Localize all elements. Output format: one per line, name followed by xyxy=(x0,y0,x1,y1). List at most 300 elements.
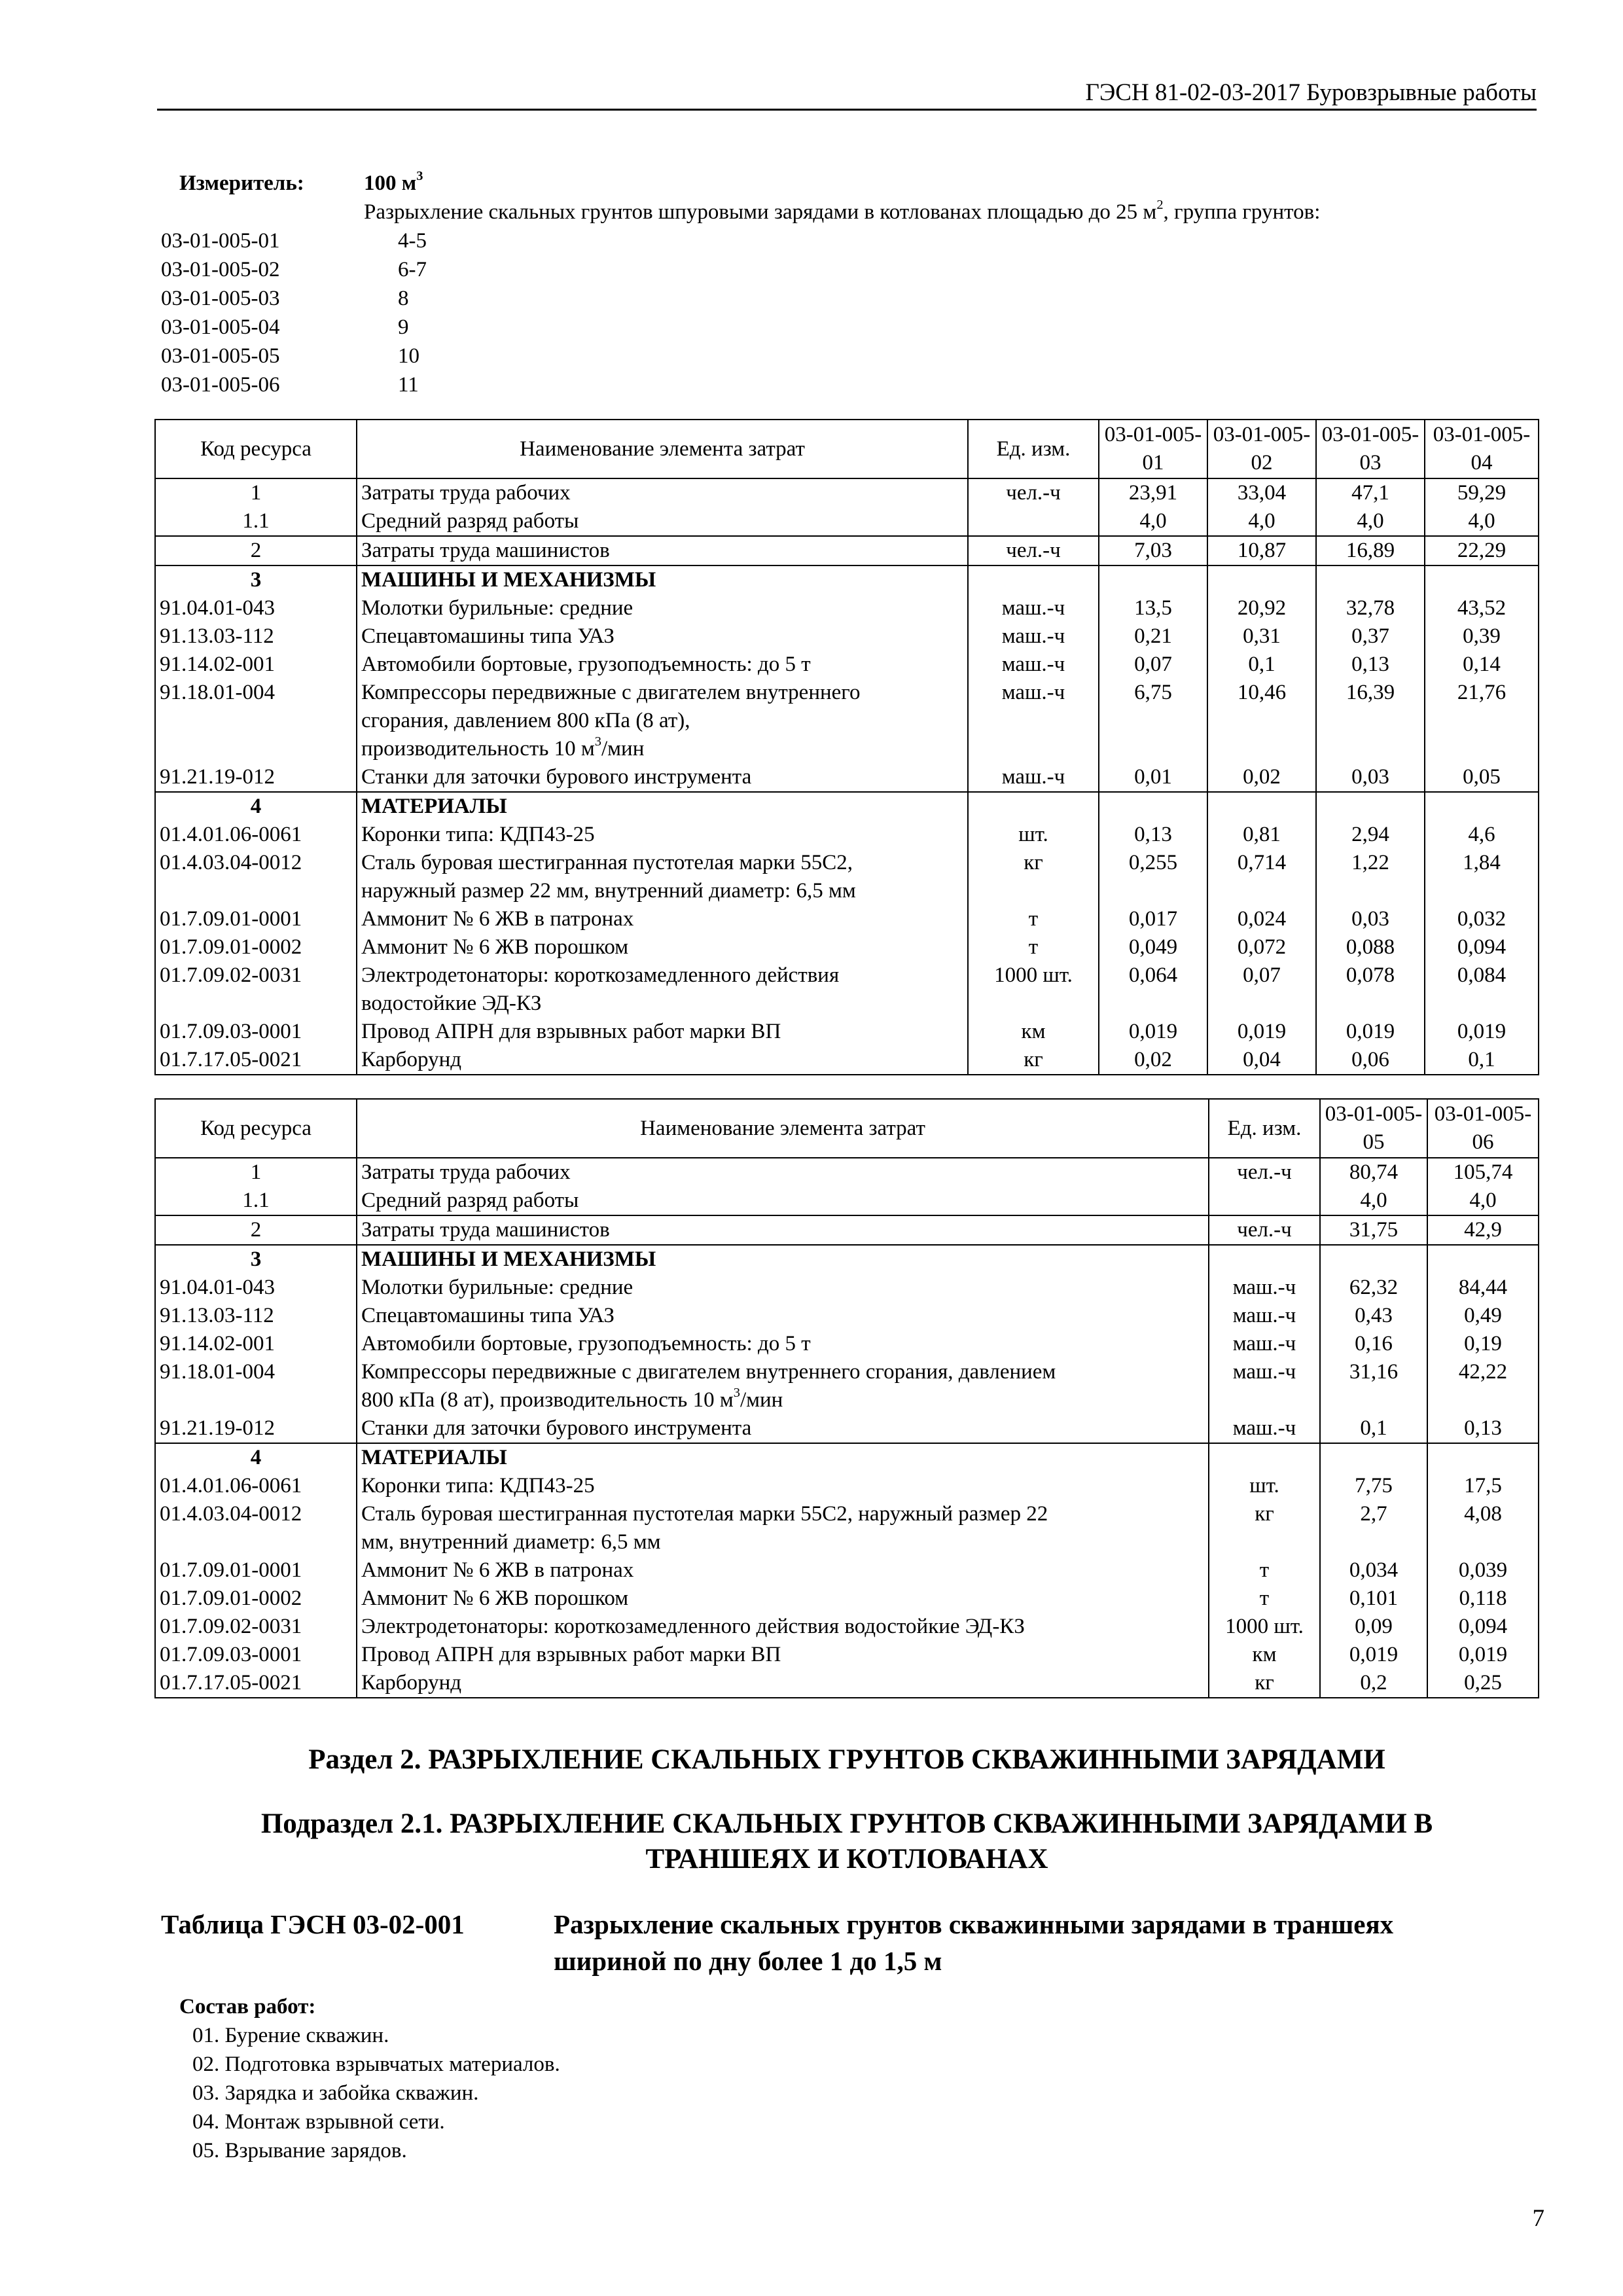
table-row xyxy=(155,565,1539,594)
norm-value: 0,03 xyxy=(1316,763,1425,792)
resource-code xyxy=(155,877,357,905)
norm-value xyxy=(1099,735,1207,763)
resource-unit: т xyxy=(1209,1556,1320,1585)
column-header: 03-01-005-03 xyxy=(1316,420,1425,478)
table-row xyxy=(155,1358,1539,1386)
resource-code: 01.4.01.06-0061 xyxy=(155,821,357,849)
measure-item-code: 03-01-005-06 xyxy=(161,373,280,397)
table-row xyxy=(155,478,1539,507)
resource-name: Спецавтомашины типа УАЗ xyxy=(357,1302,1209,1330)
resource-code: 1.1 xyxy=(155,507,357,536)
resource-code: 91.18.01-004 xyxy=(155,1358,357,1386)
norm-value xyxy=(1316,565,1425,594)
resource-name: Станки для заточки бурового инструмента xyxy=(357,763,968,792)
table-row xyxy=(155,707,1539,735)
norm-value: 0,101 xyxy=(1320,1585,1427,1613)
norm-value: 42,9 xyxy=(1427,1215,1539,1245)
resource-code xyxy=(155,707,357,735)
norm-value: 0,1 xyxy=(1320,1414,1427,1443)
norm-value: 0,032 xyxy=(1425,905,1539,933)
norm-value: 0,039 xyxy=(1427,1556,1539,1585)
norm-value: 42,22 xyxy=(1427,1358,1539,1386)
resource-code: 01.7.09.01-0002 xyxy=(155,933,357,961)
resource-name: Затраты труда рабочих xyxy=(357,1158,1209,1187)
resource-code xyxy=(155,735,357,763)
norm-value xyxy=(1320,1245,1427,1274)
measure-description: Разрыхление скальных грунтов шпуровыми зарядами в котлованах площадью до 25 $м^2$, группа грунтов: xyxy=(364,197,1321,224)
norm-value xyxy=(1207,565,1316,594)
table-row xyxy=(155,679,1539,707)
resource-unit xyxy=(1209,1187,1320,1215)
table-row xyxy=(155,1414,1539,1443)
work-item: 02. Подготовка взрывчатых материалов. xyxy=(192,2053,560,2076)
section-title: Раздел 2. РАЗРЫХЛЕНИЕ СКАЛЬНЫХ ГРУНТОВ СКВАЖИННЫМИ ЗАРЯДАМИ xyxy=(308,1744,1385,1775)
norm-value: 80,74 xyxy=(1320,1158,1427,1187)
resource-name: производительность 10 $м^3$/мин xyxy=(357,735,968,763)
norm-value: 10,46 xyxy=(1207,679,1316,707)
norm-value: 84,44 xyxy=(1427,1274,1539,1302)
resource-unit xyxy=(968,565,1099,594)
measure-item-group: 8 xyxy=(398,287,409,310)
norm-value: 0,07 xyxy=(1099,651,1207,679)
norm-value: 0,019 xyxy=(1099,1018,1207,1046)
table-title-line-2: шириной по дну более 1 до 1,5 м xyxy=(554,1946,942,1976)
resource-code: 91.14.02-001 xyxy=(155,1330,357,1358)
table-row xyxy=(155,1302,1539,1330)
norm-value: 0,1 xyxy=(1425,1046,1539,1075)
table-header-row xyxy=(155,420,1539,478)
resource-code: 01.7.17.05-0021 xyxy=(155,1669,357,1698)
resource-code: 1 xyxy=(155,478,357,507)
resource-code: 01.7.09.01-0001 xyxy=(155,905,357,933)
resource-unit: 1000 шт. xyxy=(968,961,1099,990)
measure-item-code: 03-01-005-01 xyxy=(161,229,280,253)
norm-value: 0,034 xyxy=(1320,1556,1427,1585)
resource-unit: маш.-ч xyxy=(1209,1330,1320,1358)
norm-value: 0,255 xyxy=(1099,849,1207,877)
norm-value: 0,13 xyxy=(1099,821,1207,849)
resource-name: МАТЕРИАЛЫ xyxy=(357,1443,1209,1472)
resource-unit: маш.-ч xyxy=(968,594,1099,622)
table-row xyxy=(155,1528,1539,1556)
column-header: 03-01-005-02 xyxy=(1207,420,1316,478)
resource-name: водостойкие ЭД-КЗ xyxy=(357,990,968,1018)
norm-value xyxy=(1207,792,1316,821)
norm-value: 0,019 xyxy=(1316,1018,1425,1046)
norm-value: 33,04 xyxy=(1207,478,1316,507)
resource-code: 01.7.09.02-0031 xyxy=(155,961,357,990)
table-row xyxy=(155,536,1539,565)
norm-value xyxy=(1099,707,1207,735)
norm-value: 0,13 xyxy=(1427,1414,1539,1443)
table-row xyxy=(155,821,1539,849)
norm-value: 32,78 xyxy=(1316,594,1425,622)
norm-value xyxy=(1427,1386,1539,1414)
resource-name: Аммонит № 6 ЖВ порошком xyxy=(357,933,968,961)
norm-value: 0,05 xyxy=(1425,763,1539,792)
resource-unit: чел.-ч xyxy=(1209,1158,1320,1187)
norm-value: 0,019 xyxy=(1425,1018,1539,1046)
subsection-title-line-1: Подраздел 2.1. РАЗРЫХЛЕНИЕ СКАЛЬНЫХ ГРУНТОВ СКВАЖИННЫМИ ЗАРЯДАМИ В xyxy=(260,1808,1433,1839)
resource-name: Карборунд xyxy=(357,1046,968,1075)
table-row xyxy=(155,1245,1539,1274)
measure-description-row xyxy=(161,198,1535,226)
resource-name: Автомобили бортовые, грузоподъемность: до 5 т xyxy=(357,651,968,679)
table-row xyxy=(155,961,1539,990)
norm-value xyxy=(1099,792,1207,821)
measure-item xyxy=(161,226,1535,255)
norm-value: 0,81 xyxy=(1207,821,1316,849)
norm-value: 0,01 xyxy=(1099,763,1207,792)
resource-unit xyxy=(1209,1245,1320,1274)
measure-item-group: 4-5 xyxy=(398,229,427,253)
norm-value: 4,6 xyxy=(1425,821,1539,849)
column-header: Наименование элемента затрат xyxy=(357,1099,1209,1158)
resource-table-2 xyxy=(154,1098,1539,1698)
resource-unit xyxy=(1209,1528,1320,1556)
measure-item-code: 03-01-005-02 xyxy=(161,258,280,281)
resource-code: 2 xyxy=(155,536,357,565)
norm-value: 0,07 xyxy=(1207,961,1316,990)
resource-code: 4 xyxy=(155,1443,357,1472)
norm-value: 59,29 xyxy=(1425,478,1539,507)
table-row xyxy=(155,1669,1539,1698)
table-row xyxy=(155,1046,1539,1075)
column-header: Ед. изм. xyxy=(968,420,1099,478)
resource-code: 91.13.03-112 xyxy=(155,1302,357,1330)
resource-name: Затраты труда машинистов xyxy=(357,536,968,565)
table-row xyxy=(155,763,1539,792)
norm-value xyxy=(1425,735,1539,763)
norm-value: 62,32 xyxy=(1320,1274,1427,1302)
resource-code: 91.18.01-004 xyxy=(155,679,357,707)
norm-value: 1,84 xyxy=(1425,849,1539,877)
norm-value: 4,0 xyxy=(1427,1187,1539,1215)
norm-value: 0,19 xyxy=(1427,1330,1539,1358)
resource-unit xyxy=(1209,1443,1320,1472)
resource-unit: км xyxy=(968,1018,1099,1046)
column-header: Код ресурса xyxy=(155,420,357,478)
resource-code: 91.13.03-112 xyxy=(155,622,357,651)
norm-value: 0,072 xyxy=(1207,933,1316,961)
resource-name: МАШИНЫ И МЕХАНИЗМЫ xyxy=(357,1245,1209,1274)
resource-code: 01.7.09.01-0001 xyxy=(155,1556,357,1585)
table-row xyxy=(155,849,1539,877)
norm-value xyxy=(1425,707,1539,735)
resource-unit xyxy=(968,735,1099,763)
table-row xyxy=(155,1500,1539,1528)
norm-value: 0,13 xyxy=(1316,651,1425,679)
norm-value: 0,16 xyxy=(1320,1330,1427,1358)
resource-name: Провод АПРН для взрывных работ марки ВП xyxy=(357,1018,968,1046)
resource-code: 01.7.09.03-0001 xyxy=(155,1018,357,1046)
norm-value: 4,08 xyxy=(1427,1500,1539,1528)
resource-name: сгорания, давлением 800 кПа (8 ат), xyxy=(357,707,968,735)
table-row xyxy=(155,1641,1539,1669)
norm-value: 0,25 xyxy=(1427,1669,1539,1698)
measure-item xyxy=(161,313,1535,342)
norm-value: 0,06 xyxy=(1316,1046,1425,1075)
resource-name: мм, внутренний диаметр: 6,5 мм xyxy=(357,1528,1209,1556)
norm-value: 0,017 xyxy=(1099,905,1207,933)
resource-unit xyxy=(968,792,1099,821)
resource-unit: маш.-ч xyxy=(1209,1358,1320,1386)
norm-value: 0,094 xyxy=(1427,1613,1539,1641)
norm-value xyxy=(1207,735,1316,763)
resource-name: Компрессоры передвижные с двигателем внутреннего сгорания, давлением xyxy=(357,1358,1209,1386)
resource-code: 91.04.01-043 xyxy=(155,1274,357,1302)
norm-value: 4,0 xyxy=(1099,507,1207,536)
measure-block xyxy=(161,169,1535,399)
norm-value: 0,37 xyxy=(1316,622,1425,651)
table-row xyxy=(155,735,1539,763)
measure-item xyxy=(161,255,1535,284)
norm-value: 16,39 xyxy=(1316,679,1425,707)
column-header: 03-01-005-06 xyxy=(1427,1099,1539,1158)
resource-name: Молотки бурильные: средние xyxy=(357,1274,1209,1302)
resource-unit: маш.-ч xyxy=(968,651,1099,679)
resource-unit xyxy=(968,707,1099,735)
table-row xyxy=(155,905,1539,933)
table-title-label: Таблица ГЭСН 03-02-001 xyxy=(161,1909,465,1939)
measure-item-code: 03-01-005-03 xyxy=(161,287,280,310)
column-header: Ед. изм. xyxy=(1209,1099,1320,1158)
table-row xyxy=(155,1443,1539,1472)
norm-value xyxy=(1099,877,1207,905)
norm-value: 0,094 xyxy=(1425,933,1539,961)
resource-unit: маш.-ч xyxy=(1209,1302,1320,1330)
resource-name: Провод АПРН для взрывных работ марки ВП xyxy=(357,1641,1209,1669)
resource-code: 91.04.01-043 xyxy=(155,594,357,622)
norm-value: 4,0 xyxy=(1320,1187,1427,1215)
resource-unit: маш.-ч xyxy=(1209,1274,1320,1302)
resource-name: Станки для заточки бурового инструмента xyxy=(357,1414,1209,1443)
page-number: 7 xyxy=(1532,2205,1544,2232)
measure-label: Измеритель: xyxy=(179,171,304,195)
norm-value xyxy=(1099,565,1207,594)
resource-unit xyxy=(968,507,1099,536)
resource-unit: т xyxy=(1209,1585,1320,1613)
norm-value: 0,019 xyxy=(1207,1018,1316,1046)
table-title xyxy=(161,1906,1535,1979)
table-row xyxy=(155,1472,1539,1500)
resource-unit: т xyxy=(968,933,1099,961)
norm-value: 7,03 xyxy=(1099,536,1207,565)
column-header: 03-01-005-01 xyxy=(1099,420,1207,478)
table-row xyxy=(155,792,1539,821)
norm-value: 4,0 xyxy=(1425,507,1539,536)
norm-value xyxy=(1425,565,1539,594)
resource-name: МАШИНЫ И МЕХАНИЗМЫ xyxy=(357,565,968,594)
norm-value xyxy=(1427,1245,1539,1274)
resource-code: 2 xyxy=(155,1215,357,1245)
norm-value: 0,084 xyxy=(1425,961,1539,990)
norm-value: 47,1 xyxy=(1316,478,1425,507)
resource-code: 01.4.01.06-0061 xyxy=(155,1472,357,1500)
resource-code: 01.7.09.02-0031 xyxy=(155,1613,357,1641)
norm-value: 23,91 xyxy=(1099,478,1207,507)
measure-row xyxy=(161,169,1535,198)
norm-value: 0,31 xyxy=(1207,622,1316,651)
resource-unit xyxy=(968,877,1099,905)
norm-value: 7,75 xyxy=(1320,1472,1427,1500)
resource-name: наружный размер 22 мм, внутренний диаметр: 6,5 мм xyxy=(357,877,968,905)
resource-unit: маш.-ч xyxy=(968,679,1099,707)
measure-spacer xyxy=(161,198,364,226)
norm-value: 31,16 xyxy=(1320,1358,1427,1386)
resource-unit: маш.-ч xyxy=(968,622,1099,651)
resource-code: 01.7.17.05-0021 xyxy=(155,1046,357,1075)
work-item: 04. Монтаж взрывной сети. xyxy=(192,2110,445,2134)
work-item: 05. Взрывание зарядов. xyxy=(192,2139,407,2162)
resource-table-1 xyxy=(154,419,1539,1075)
measure-item-group: 9 xyxy=(398,315,409,339)
table-title-line-1: Разрыхление скальных грунтов скважинными зарядами в траншеях xyxy=(554,1909,1394,1939)
norm-value: 4,0 xyxy=(1207,507,1316,536)
resource-code: 4 xyxy=(155,792,357,821)
norm-value: 17,5 xyxy=(1427,1472,1539,1500)
resource-name: Аммонит № 6 ЖВ в патронах xyxy=(357,905,968,933)
table-row xyxy=(155,1585,1539,1613)
resource-code: 1.1 xyxy=(155,1187,357,1215)
table-row xyxy=(155,594,1539,622)
resource-unit: т xyxy=(968,905,1099,933)
work-item: 03. Зарядка и забойка скважин. xyxy=(192,2081,479,2105)
resource-code: 01.4.03.04-0012 xyxy=(155,849,357,877)
measure-unit: 100 $м^3$ xyxy=(364,168,423,195)
norm-value: 0,14 xyxy=(1425,651,1539,679)
norm-value xyxy=(1207,707,1316,735)
norm-value: 105,74 xyxy=(1427,1158,1539,1187)
table-row xyxy=(155,651,1539,679)
norm-value: 0,49 xyxy=(1427,1302,1539,1330)
norm-value: 4,0 xyxy=(1316,507,1425,536)
resource-code: 01.7.09.03-0001 xyxy=(155,1641,357,1669)
resource-name: 800 кПа (8 ат), производительность 10 $м^3$/мин xyxy=(357,1386,1209,1414)
running-header: ГЭСН 81-02-03-2017 Буровзрывные работы xyxy=(157,77,1537,111)
resource-name: Сталь буровая шестигранная пустотелая марки 55С2, xyxy=(357,849,968,877)
measure-item-group: 6-7 xyxy=(398,258,427,281)
resource-code: 91.21.19-012 xyxy=(155,763,357,792)
table-row xyxy=(155,933,1539,961)
resource-name: Компрессоры передвижные с двигателем внутреннего xyxy=(357,679,968,707)
norm-value: 43,52 xyxy=(1425,594,1539,622)
measure-item xyxy=(161,370,1535,399)
norm-value: 0,02 xyxy=(1099,1046,1207,1075)
norm-value: 21,76 xyxy=(1425,679,1539,707)
norm-value xyxy=(1320,1386,1427,1414)
table-row xyxy=(155,1613,1539,1641)
norm-value xyxy=(1427,1528,1539,1556)
resource-code xyxy=(155,990,357,1018)
norm-value: 0,02 xyxy=(1207,763,1316,792)
norm-value: 0,1 xyxy=(1207,651,1316,679)
resource-code: 01.4.03.04-0012 xyxy=(155,1500,357,1528)
table-row xyxy=(155,990,1539,1018)
norm-value: 0,39 xyxy=(1425,622,1539,651)
resource-name: Спецавтомашины типа УАЗ xyxy=(357,622,968,651)
work-item: 01. Бурение скважин. xyxy=(192,2024,389,2047)
resource-code: 01.7.09.01-0002 xyxy=(155,1585,357,1613)
table-row xyxy=(155,507,1539,536)
resource-name: Автомобили бортовые, грузоподъемность: до 5 т xyxy=(357,1330,1209,1358)
resource-unit: кг xyxy=(968,1046,1099,1075)
works-composition xyxy=(179,1992,560,2165)
resource-unit: маш.-ч xyxy=(968,763,1099,792)
measure-item xyxy=(161,284,1535,313)
table-header-row xyxy=(155,1099,1539,1158)
resource-name: Затраты труда рабочих xyxy=(357,478,968,507)
norm-value: 6,75 xyxy=(1099,679,1207,707)
table-row xyxy=(155,1556,1539,1585)
norm-value: 0,049 xyxy=(1099,933,1207,961)
norm-value xyxy=(1316,707,1425,735)
norm-value xyxy=(1207,990,1316,1018)
norm-value: 10,87 xyxy=(1207,536,1316,565)
norm-value: 31,75 xyxy=(1320,1215,1427,1245)
resource-unit: шт. xyxy=(1209,1472,1320,1500)
resource-unit: 1000 шт. xyxy=(1209,1613,1320,1641)
resource-unit: кг xyxy=(968,849,1099,877)
norm-value: 13,5 xyxy=(1099,594,1207,622)
table-row xyxy=(155,877,1539,905)
resource-unit: км xyxy=(1209,1641,1320,1669)
resource-unit: шт. xyxy=(968,821,1099,849)
norm-value: 0,09 xyxy=(1320,1613,1427,1641)
resource-code: 1 xyxy=(155,1158,357,1187)
measure-item xyxy=(161,342,1535,370)
column-header: 03-01-005-04 xyxy=(1425,420,1539,478)
resource-name: Затраты труда машинистов xyxy=(357,1215,1209,1245)
resource-name: Молотки бурильные: средние xyxy=(357,594,968,622)
resource-name: Коронки типа: КДП43-25 xyxy=(357,1472,1209,1500)
norm-value: 1,22 xyxy=(1316,849,1425,877)
resource-name: Карборунд xyxy=(357,1669,1209,1698)
norm-value xyxy=(1425,877,1539,905)
resource-unit: чел.-ч xyxy=(968,478,1099,507)
resource-name: Электродетонаторы: короткозамедленного действия xyxy=(357,961,968,990)
norm-value: 0,019 xyxy=(1320,1641,1427,1669)
norm-value: 0,088 xyxy=(1316,933,1425,961)
measure-item-group: 10 xyxy=(398,344,419,368)
resource-name: Сталь буровая шестигранная пустотелая марки 55С2, наружный размер 22 xyxy=(357,1500,1209,1528)
table-row xyxy=(155,1274,1539,1302)
norm-value: 0,078 xyxy=(1316,961,1425,990)
norm-value: 0,019 xyxy=(1427,1641,1539,1669)
norm-value: 2,7 xyxy=(1320,1500,1427,1528)
table-row xyxy=(155,1187,1539,1215)
table-row xyxy=(155,1330,1539,1358)
norm-value: 2,94 xyxy=(1316,821,1425,849)
resource-unit xyxy=(1209,1386,1320,1414)
norm-value: 0,714 xyxy=(1207,849,1316,877)
norm-value: 0,43 xyxy=(1320,1302,1427,1330)
resource-code xyxy=(155,1528,357,1556)
column-header: Код ресурса xyxy=(155,1099,357,1158)
resource-unit: чел.-ч xyxy=(1209,1215,1320,1245)
measure-item-code: 03-01-005-05 xyxy=(161,344,280,368)
resource-unit: чел.-ч xyxy=(968,536,1099,565)
works-heading: Состав работ: xyxy=(179,1995,316,2018)
norm-value xyxy=(1099,990,1207,1018)
norm-value: 0,21 xyxy=(1099,622,1207,651)
norm-value: 0,04 xyxy=(1207,1046,1316,1075)
norm-value: 0,118 xyxy=(1427,1585,1539,1613)
norm-value: 16,89 xyxy=(1316,536,1425,565)
resource-name: Электродетонаторы: короткозамедленного действия водостойкие ЭД-КЗ xyxy=(357,1613,1209,1641)
resource-unit: кг xyxy=(1209,1500,1320,1528)
norm-value xyxy=(1320,1528,1427,1556)
